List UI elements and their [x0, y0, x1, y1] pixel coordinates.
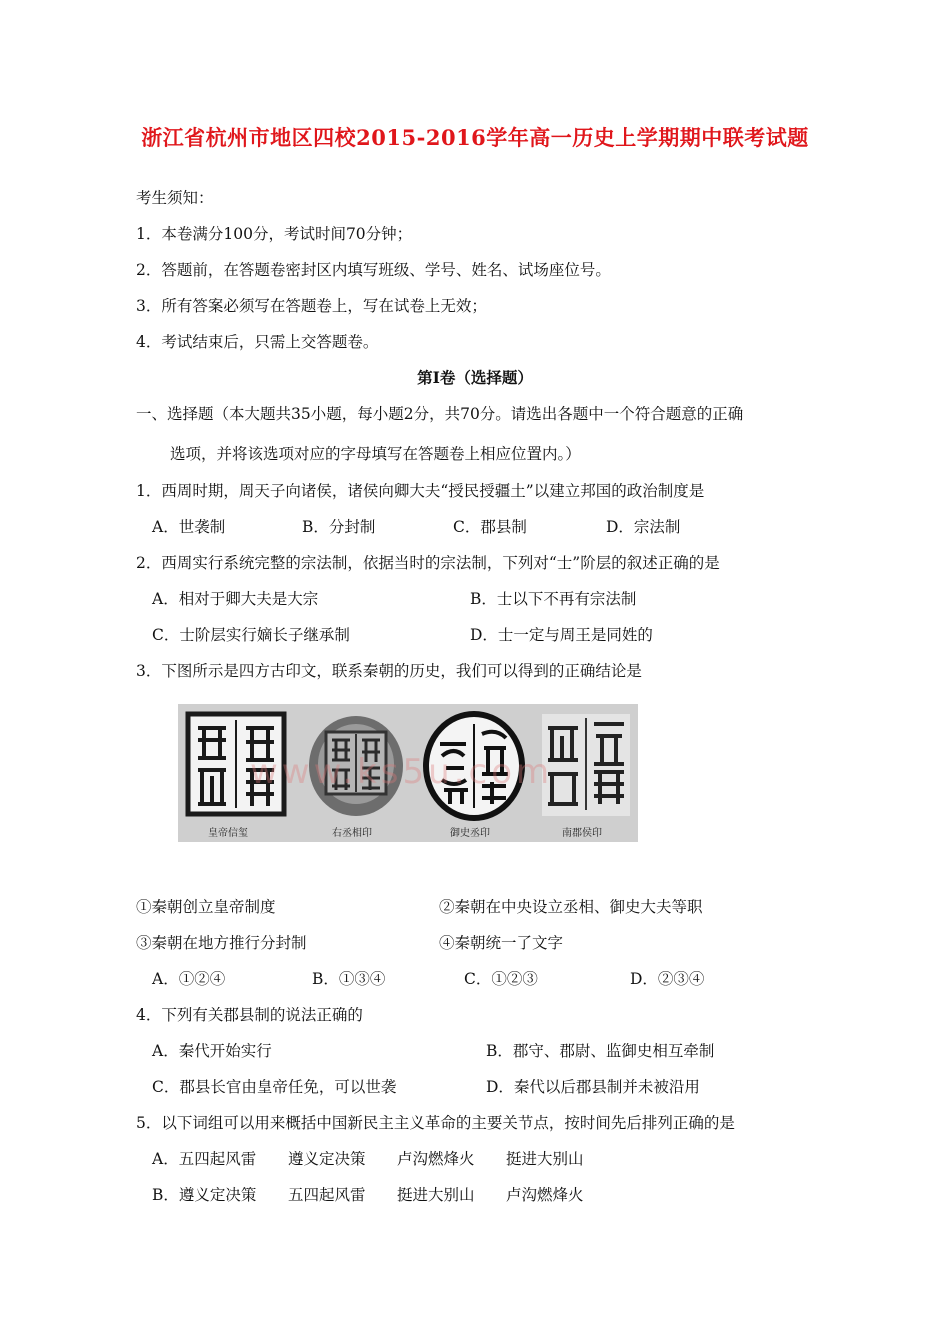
q2-option-d: D．士一定与周王是同姓的 [470, 626, 653, 644]
q4-option-d: D．秦代以后郡县制并未被沿用 [486, 1078, 700, 1096]
q2-option-a: A．相对于卿大夫是大宗 [152, 590, 319, 608]
q3-statement-1: ①秦朝创立皇帝制度 [136, 898, 276, 916]
q5-option-a-part-2: 遵义定决策 [288, 1150, 366, 1168]
notice-item-1: 1．本卷满分100分，考试时间70分钟； [136, 225, 413, 243]
q4-option-a: A．秦代开始实行 [152, 1042, 272, 1060]
exam-title: 浙江省杭州市地区四校2015-2016学年高一历史上学期期中联考试题 [141, 125, 809, 150]
q4-option-b: B．郡守、郡尉、监御史相互牵制 [486, 1042, 715, 1060]
q1-option-b: B．分封制 [302, 518, 376, 536]
q5-stem: 5．以下词组可以用来概括中国新民主主义革命的主要关节点，按时间先后排列正确的是 [136, 1114, 735, 1132]
q5-option-a-part-3: 卢沟燃烽火 [397, 1150, 475, 1168]
part-intro-line-2: 选项，并将该选项对应的字母填写在答题卷上相应位置内。） [170, 445, 581, 463]
q3-option-c: C．①②③ [464, 970, 538, 988]
q3-statement-2: ②秦朝在中央设立丞相、御史大夫等职 [439, 898, 703, 916]
q5-option-b-part-4: 卢沟燃烽火 [506, 1186, 584, 1204]
q3-option-d: D．②③④ [630, 970, 705, 988]
notice-heading: 考生须知： [136, 189, 214, 207]
q5-option-b-part-2: 五四起风雷 [288, 1186, 366, 1204]
q1-option-d: D．宗法制 [606, 518, 681, 536]
q5-option-a-part-4: 挺进大别山 [506, 1150, 584, 1168]
q3-statement-4: ④秦朝统一了文字 [439, 934, 564, 952]
q2-stem: 2．西周实行系统完整的宗法制，依据当时的宗法制，下列对“士”阶层的叙述正确的是 [136, 554, 720, 572]
q3-stem: 3．下图所示是四方古印文，联系秦朝的历史，我们可以得到的正确结论是 [136, 662, 642, 680]
q5-option-a-part-1: A．五四起风雷 [152, 1150, 257, 1168]
section-title: 第Ⅰ卷（选择题） [417, 368, 533, 387]
q5-option-b-part-1: B．遵义定决策 [152, 1186, 257, 1204]
part-intro-line-1: 一、选择题（本大题共35小题，每小题2分，共70分。请选出各题中一个符合题意的正确 [136, 405, 744, 423]
seal-caption-2: 右丞相印 [332, 828, 372, 839]
notice-item-4: 4．考试结束后，只需上交答题卷。 [136, 333, 379, 351]
q1-option-c: C．郡县制 [453, 518, 527, 536]
q2-option-c: C．士阶层实行嫡长子继承制 [152, 626, 350, 644]
q1-option-a: A．世袭制 [152, 518, 226, 536]
q3-option-b: B．①③④ [312, 970, 386, 988]
watermark: www.ks5u.com [250, 752, 554, 792]
q2-option-b: B．士以下不再有宗法制 [470, 590, 637, 608]
q3-option-a: A．①②④ [152, 970, 226, 988]
q5-option-b-part-3: 挺进大别山 [397, 1186, 475, 1204]
q1-stem: 1．西周时期，周天子向诸侯，诸侯向卿大夫“授民授疆土”以建立邦国的政治制度是 [136, 482, 705, 500]
seal-caption-4: 南郡侯印 [562, 828, 602, 839]
seal-caption-3: 御史丞印 [450, 828, 490, 839]
seal-caption-1: 皇帝信玺 [208, 828, 248, 839]
notice-item-2: 2．答题前，在答题卷密封区内填写班级、学号、姓名、试场座位号。 [136, 261, 611, 279]
notice-item-3: 3．所有答案必须写在答题卷上，写在试卷上无效； [136, 297, 487, 315]
q4-option-c: C．郡县长官由皇帝任免，可以世袭 [152, 1078, 397, 1096]
q4-stem: 4．下列有关郡县制的说法正确的 [136, 1006, 363, 1024]
q3-statement-3: ③秦朝在地方推行分封制 [136, 934, 307, 952]
